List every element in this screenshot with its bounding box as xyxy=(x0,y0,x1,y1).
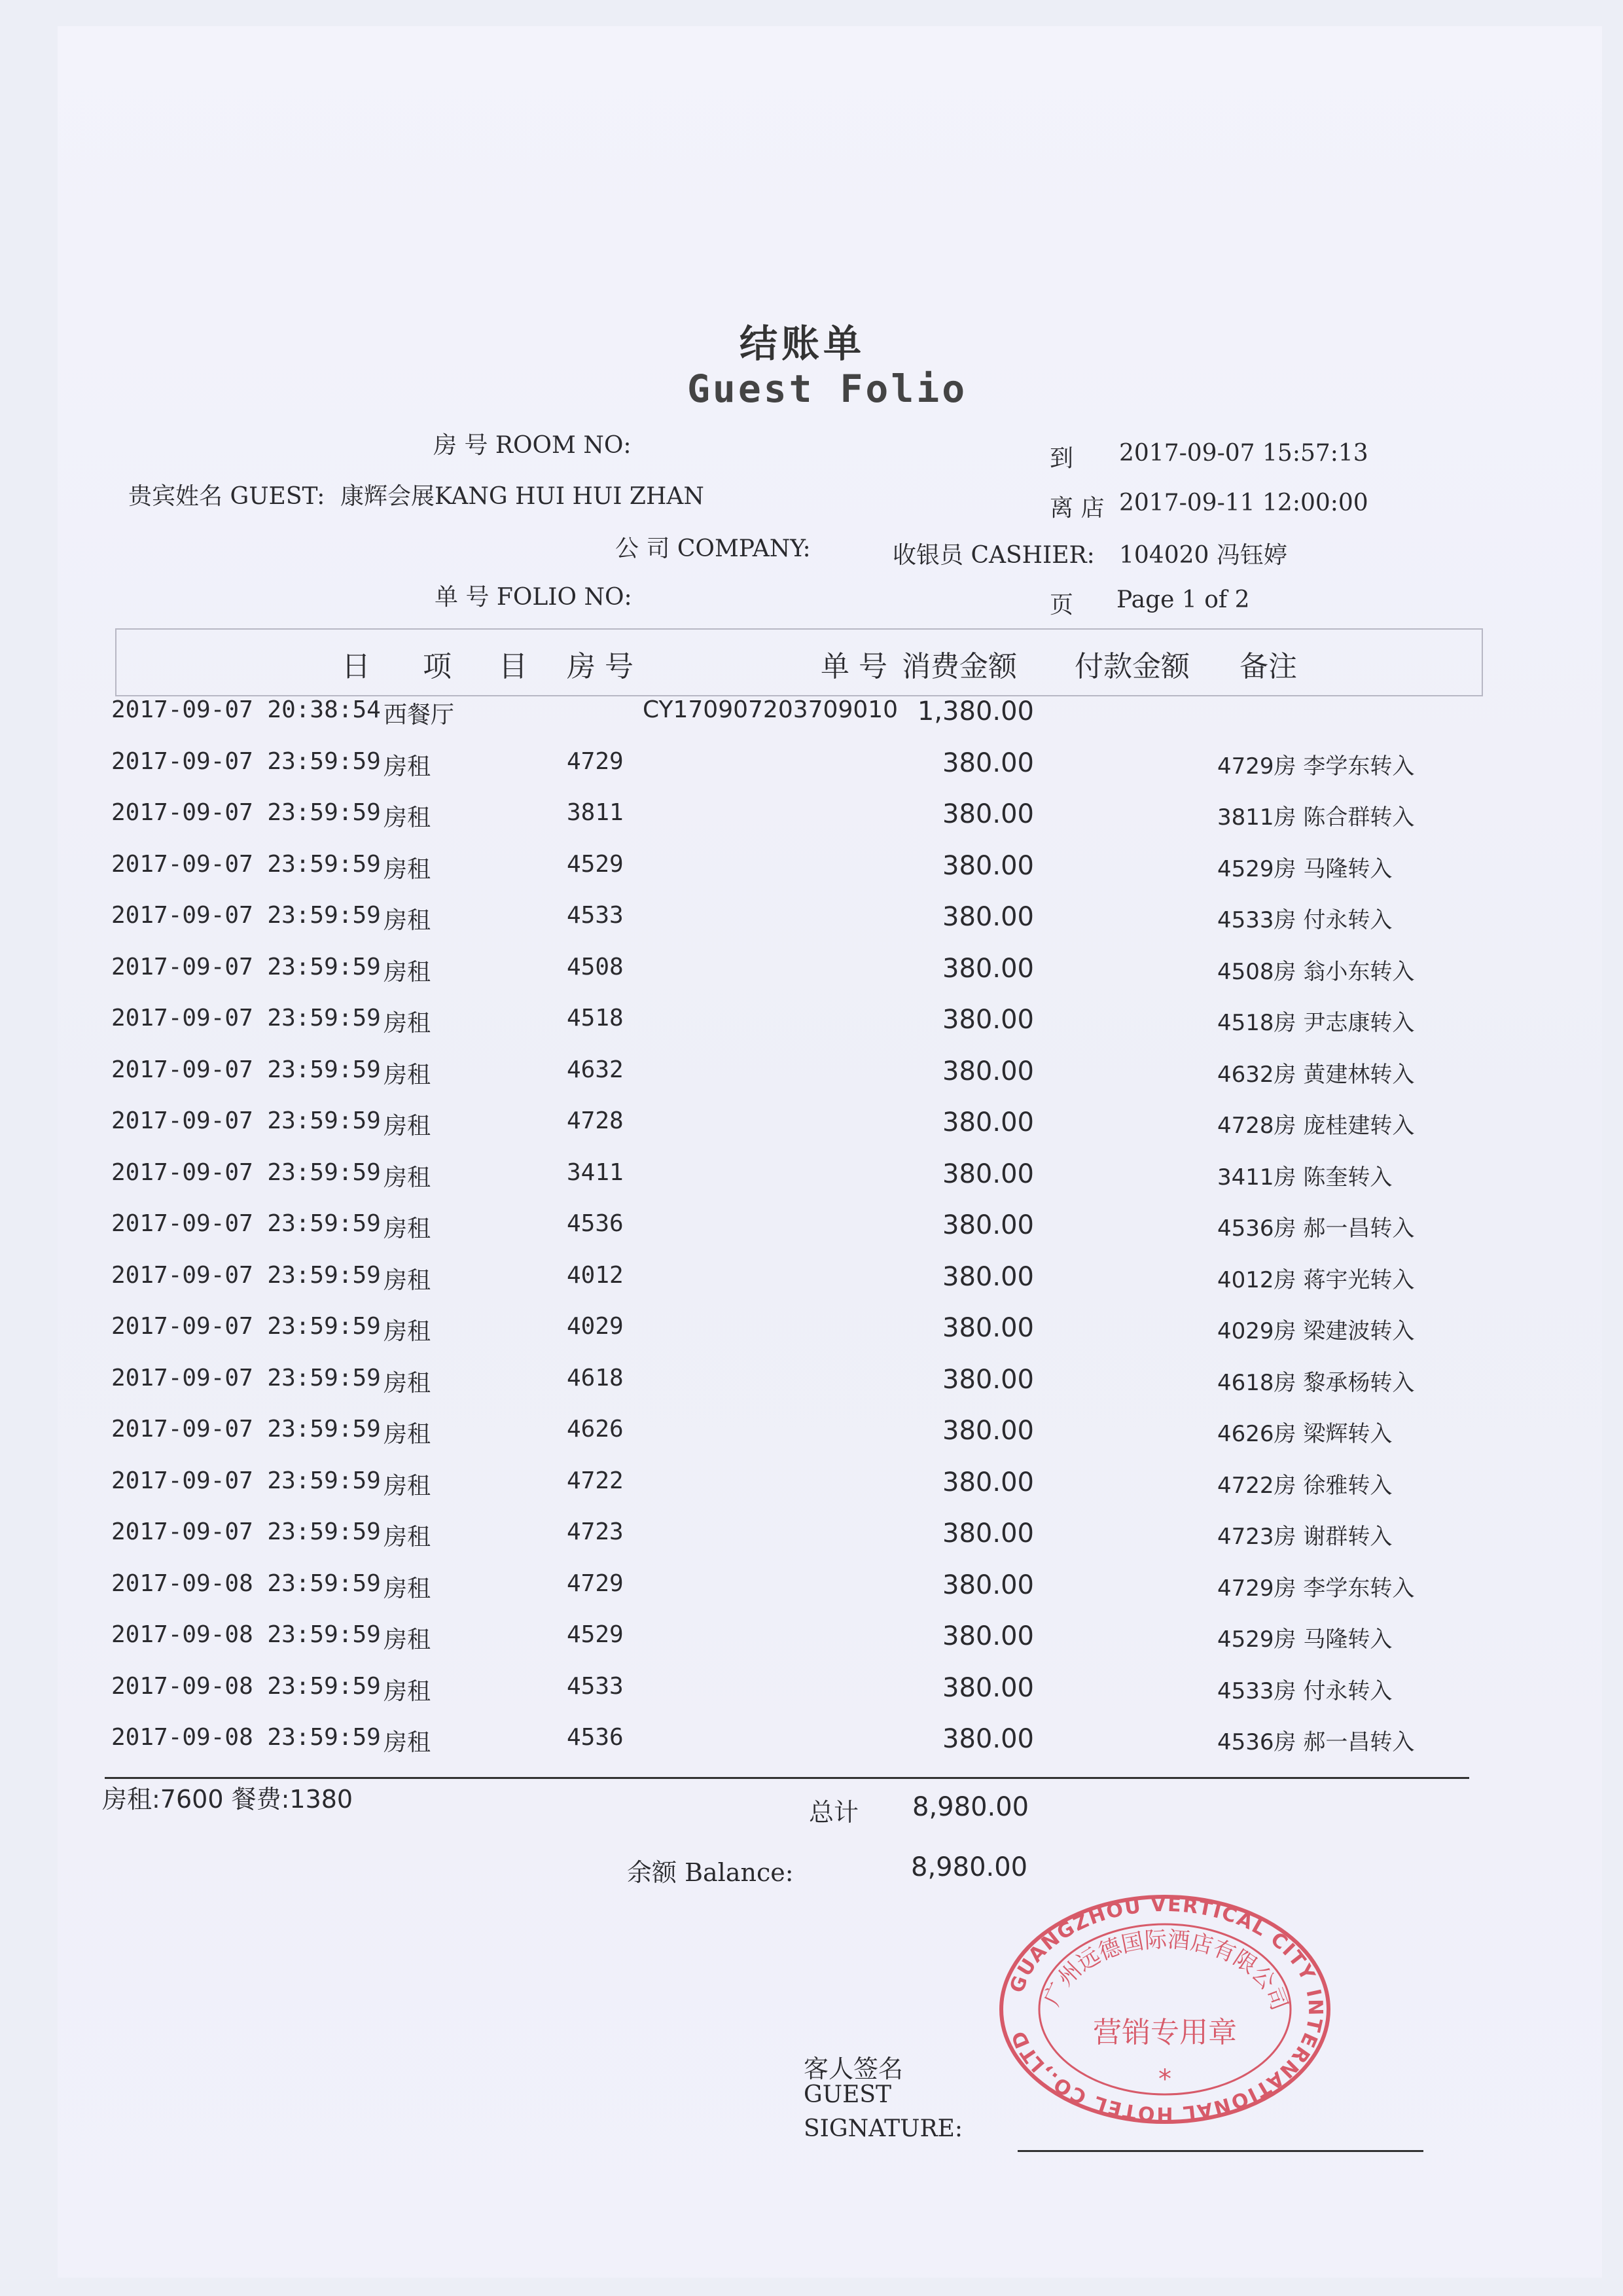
row-note: 4723房 谢群转入 xyxy=(1217,1524,1393,1550)
row-date: 2017-09-07 23:59:59 xyxy=(111,902,381,929)
row-item: 房租 xyxy=(383,1113,431,1139)
col-note: 备注 xyxy=(1240,650,1297,683)
row-item: 房租 xyxy=(383,1266,431,1294)
table-row xyxy=(0,1621,1623,1672)
hotel-seal-stamp xyxy=(995,1892,1335,2127)
row-item: 房租 xyxy=(383,855,431,883)
departure-label: 离 店 xyxy=(1050,495,1105,522)
table-row xyxy=(0,696,1623,747)
table-row xyxy=(0,1467,1623,1518)
row-item: 房租 xyxy=(383,1626,431,1653)
row-date: 2017-09-07 20:38:54 xyxy=(111,696,381,723)
guest-label: 贵宾姓名 GUEST: xyxy=(128,483,325,510)
row-date: 2017-09-07 23:59:59 xyxy=(111,1416,381,1443)
stamp-inner-text: 广州远德国际酒店有限公司 xyxy=(1039,1926,1293,2015)
row-folio: CY170907203709010 xyxy=(643,696,899,723)
table-row xyxy=(0,748,1623,799)
signature-label-signature: SIGNATURE: xyxy=(804,2115,963,2142)
row-note: 4729房 李学东转入 xyxy=(1217,1575,1415,1602)
table-row xyxy=(0,1210,1623,1261)
row-amount: 380.00 xyxy=(942,1570,1034,1600)
row-room: 4029 xyxy=(567,1313,624,1340)
col-charge: 消费金额 xyxy=(902,650,1017,683)
row-date: 2017-09-08 23:59:59 xyxy=(111,1570,381,1597)
table-header xyxy=(115,628,1483,696)
row-amount: 380.00 xyxy=(942,1056,1034,1086)
row-amount: 380.00 xyxy=(942,850,1034,881)
table-row xyxy=(0,1056,1623,1107)
table-row xyxy=(0,1365,1623,1416)
row-room: 3811 xyxy=(567,799,624,826)
col-date: 日 xyxy=(342,650,370,683)
cashier-value: 104020 冯钰婷 xyxy=(1119,542,1287,569)
row-note: 4012房 蒋宇光转入 xyxy=(1217,1266,1415,1293)
row-amount: 380.00 xyxy=(942,799,1034,829)
row-date: 2017-09-07 23:59:59 xyxy=(111,1158,381,1186)
row-amount: 380.00 xyxy=(942,1467,1034,1498)
table-row xyxy=(0,799,1623,850)
table-row xyxy=(0,1005,1623,1056)
row-date: 2017-09-07 23:59:59 xyxy=(111,799,381,826)
row-amount: 380.00 xyxy=(942,1621,1034,1651)
row-item: 房租 xyxy=(383,753,431,780)
row-room: 4536 xyxy=(567,1210,624,1237)
row-amount: 380.00 xyxy=(942,1416,1034,1446)
charge-breakdown: 房租:7600 餐费:1380 xyxy=(102,1785,353,1814)
table-row xyxy=(0,1570,1623,1621)
row-room: 4723 xyxy=(567,1518,624,1545)
row-date: 2017-09-07 23:59:59 xyxy=(111,1005,381,1031)
row-room: 4626 xyxy=(567,1416,624,1443)
row-item: 房租 xyxy=(383,1061,431,1088)
row-item: 房租 xyxy=(383,1010,431,1037)
balance-label: 余额 Balance: xyxy=(627,1858,794,1887)
row-item: 房租 xyxy=(383,1318,431,1345)
row-item: 房租 xyxy=(383,1575,431,1602)
signature-line[interactable] xyxy=(1018,2150,1423,2152)
row-item: 房租 xyxy=(383,958,431,986)
row-date: 2017-09-07 23:59:59 xyxy=(111,1107,381,1134)
row-item: 房租 xyxy=(383,1164,431,1191)
table-row xyxy=(0,1262,1623,1313)
row-amount: 380.00 xyxy=(942,747,1034,778)
stamp-center-text: 营销专用章 xyxy=(1093,2016,1237,2049)
row-room: 4722 xyxy=(567,1467,624,1494)
row-room: 4533 xyxy=(567,1672,624,1700)
row-room: 4508 xyxy=(567,953,624,980)
row-amount: 380.00 xyxy=(942,1005,1034,1035)
row-note: 4529房 马隆转入 xyxy=(1217,855,1393,882)
table-row xyxy=(0,1724,1623,1775)
row-item: 房租 xyxy=(383,1215,431,1242)
row-item: 房租 xyxy=(383,804,431,831)
row-room: 3411 xyxy=(567,1158,624,1186)
stamp-star-icon: * xyxy=(1158,2064,1171,2094)
row-date: 2017-09-07 23:59:59 xyxy=(111,953,381,980)
row-amount: 380.00 xyxy=(942,1158,1034,1189)
signature-label-cn: 客人签名 xyxy=(804,2054,904,2083)
row-item: 房租 xyxy=(383,1677,431,1705)
row-date: 2017-09-08 23:59:59 xyxy=(111,1724,381,1751)
row-note: 4618房 黎承杨转入 xyxy=(1217,1369,1415,1396)
row-amount: 380.00 xyxy=(942,1210,1034,1240)
row-date: 2017-09-07 23:59:59 xyxy=(111,1518,381,1545)
row-item: 房租 xyxy=(383,1524,431,1551)
row-item: 房租 xyxy=(383,1369,431,1397)
row-room: 4632 xyxy=(567,1056,624,1083)
col-item-2: 目 xyxy=(499,650,527,683)
row-note: 4529房 马隆转入 xyxy=(1217,1626,1393,1653)
row-amount: 1,380.00 xyxy=(917,696,1034,726)
row-room: 4728 xyxy=(567,1107,624,1134)
row-amount: 380.00 xyxy=(942,953,1034,984)
arrival-label: 到 xyxy=(1050,445,1074,472)
row-note: 3411房 陈奎转入 xyxy=(1217,1164,1393,1191)
row-item: 房租 xyxy=(383,1472,431,1499)
row-note: 4508房 翁小东转入 xyxy=(1217,958,1415,985)
stamp-ring-text: GUANGZHOU VERTICAL CITY INTERNATIONAL HOTEL CO.,LTD xyxy=(1005,1893,1327,2126)
title-cn: 结账单 xyxy=(740,321,866,366)
table-row xyxy=(0,1159,1623,1210)
row-amount: 380.00 xyxy=(942,902,1034,932)
row-note: 4722房 徐雅转入 xyxy=(1217,1472,1393,1499)
row-note: 4518房 尹志康转入 xyxy=(1217,1010,1415,1036)
row-date: 2017-09-07 23:59:59 xyxy=(111,1313,381,1340)
company-label: 公 司 COMPANY: xyxy=(615,535,811,562)
row-amount: 380.00 xyxy=(942,1261,1034,1292)
row-date: 2017-09-07 23:59:59 xyxy=(111,1210,381,1237)
row-note: 3811房 陈合群转入 xyxy=(1217,804,1415,831)
row-note: 4536房 郝一昌转入 xyxy=(1217,1215,1415,1242)
row-date: 2017-09-07 23:59:59 xyxy=(111,1467,381,1494)
table-row xyxy=(0,1673,1623,1724)
balance-amount: 8,980.00 xyxy=(911,1852,1028,1882)
table-row xyxy=(0,902,1623,953)
total-amount: 8,980.00 xyxy=(912,1792,1029,1822)
row-date: 2017-09-07 23:59:59 xyxy=(111,850,381,878)
row-date: 2017-09-07 23:59:59 xyxy=(111,1261,381,1289)
guest-name: 康辉会展KANG HUI HUI ZHAN xyxy=(340,483,704,510)
row-amount: 380.00 xyxy=(942,1107,1034,1138)
row-item: 西餐厅 xyxy=(383,702,455,728)
row-amount: 380.00 xyxy=(942,1313,1034,1343)
row-date: 2017-09-08 23:59:59 xyxy=(111,1672,381,1700)
page-number: Page 1 of 2 xyxy=(1116,586,1250,613)
row-note: 4536房 郝一昌转入 xyxy=(1217,1729,1415,1755)
table-row xyxy=(0,1416,1623,1467)
row-date: 2017-09-07 23:59:59 xyxy=(111,1364,381,1391)
arrival-datetime: 2017-09-07 15:57:13 xyxy=(1119,440,1368,467)
row-room: 4529 xyxy=(567,1621,624,1648)
row-amount: 380.00 xyxy=(942,1364,1034,1395)
row-room: 4012 xyxy=(567,1261,624,1289)
signature-label-guest: GUEST xyxy=(804,2081,892,2108)
row-date: 2017-09-07 23:59:59 xyxy=(111,1056,381,1083)
col-item-1: 项 xyxy=(423,650,452,683)
row-room: 4518 xyxy=(567,1005,624,1031)
room-no-label: 房 号 ROOM NO: xyxy=(433,432,632,459)
col-folio: 单 号 xyxy=(821,650,887,683)
table-row xyxy=(0,954,1623,1005)
row-note: 4533房 付永转入 xyxy=(1217,1677,1393,1704)
row-note: 4029房 梁建波转入 xyxy=(1217,1318,1415,1344)
cashier-label: 收银员 CASHIER: xyxy=(893,542,1095,569)
row-room: 4536 xyxy=(567,1724,624,1751)
row-amount: 380.00 xyxy=(942,1724,1034,1754)
row-item: 房租 xyxy=(383,907,431,934)
table-row xyxy=(0,851,1623,902)
departure-datetime: 2017-09-11 12:00:00 xyxy=(1119,490,1368,516)
table-row xyxy=(0,1107,1623,1158)
row-amount: 380.00 xyxy=(942,1518,1034,1549)
row-note: 4728房 庞桂建转入 xyxy=(1217,1113,1415,1139)
row-note: 4729房 李学东转入 xyxy=(1217,753,1415,780)
row-note: 4626房 梁辉转入 xyxy=(1217,1421,1393,1447)
table-row xyxy=(0,1313,1623,1364)
total-label: 总计 xyxy=(809,1798,859,1827)
row-room: 4729 xyxy=(567,747,624,775)
row-date: 2017-09-07 23:59:59 xyxy=(111,747,381,775)
col-room: 房 号 xyxy=(567,650,633,683)
row-note: 4533房 付永转入 xyxy=(1217,907,1393,933)
row-item: 房租 xyxy=(383,1421,431,1448)
row-note: 4632房 黄建林转入 xyxy=(1217,1061,1415,1088)
row-room: 4618 xyxy=(567,1364,624,1391)
row-item: 房租 xyxy=(383,1729,431,1756)
row-date: 2017-09-08 23:59:59 xyxy=(111,1621,381,1648)
table-row xyxy=(0,1518,1623,1570)
row-room: 4729 xyxy=(567,1570,624,1597)
title-en: Guest Folio xyxy=(687,367,968,411)
col-payment: 付款金额 xyxy=(1075,650,1190,683)
page-label: 页 xyxy=(1050,592,1074,619)
row-amount: 380.00 xyxy=(942,1672,1034,1703)
folio-no-label: 单 号 FOLIO NO: xyxy=(435,584,632,611)
row-room: 4529 xyxy=(567,850,624,878)
row-room: 4533 xyxy=(567,902,624,929)
